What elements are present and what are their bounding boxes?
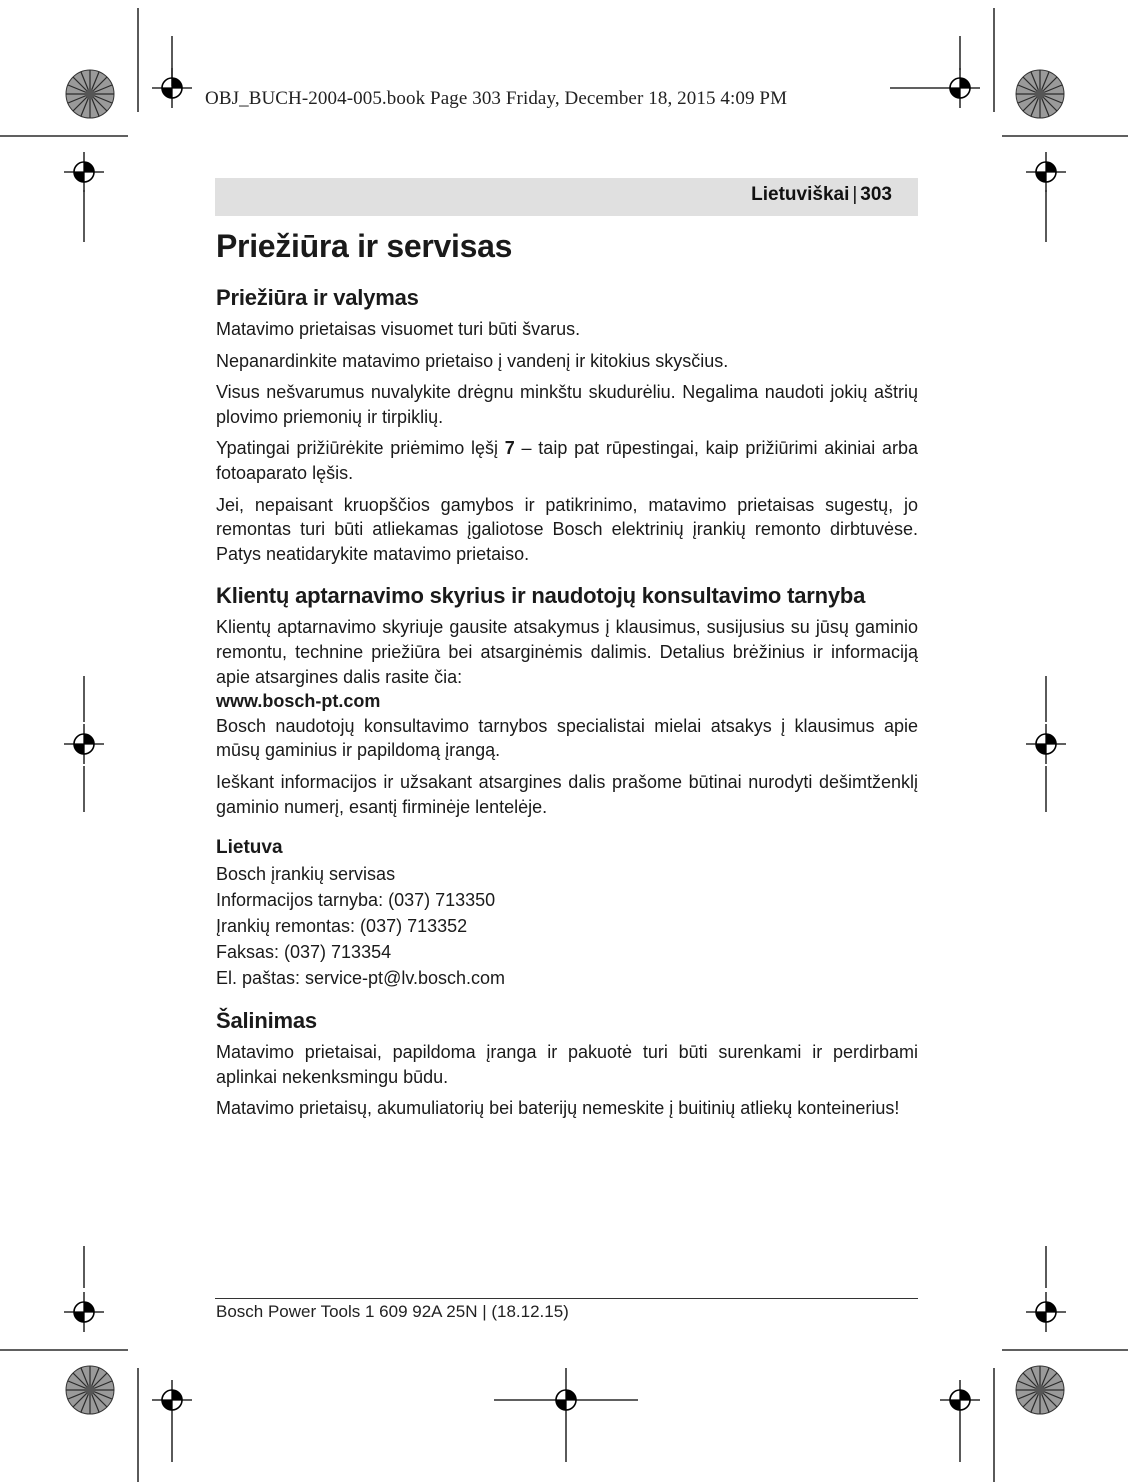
contact-phone-repair: Įrankių remontas: (037) 713352 — [216, 916, 468, 937]
paragraph: Matavimo prietaisų, akumuliatorių bei baterijų nemeskite į buitinių atliekų konteinerius! — [216, 1098, 900, 1119]
website-link[interactable]: www.bosch-pt.com — [216, 691, 381, 712]
paragraph-text: – taip pat rūpestingai, kaip prižiūrimi akiniai arba fotoaparato lęšis. — [216, 438, 918, 483]
contact-fax: Faksas: (037) 713354 — [216, 942, 392, 963]
section-heading-care: Priežiūra ir valymas — [216, 285, 419, 310]
page-content — [216, 226, 918, 1137]
section-service — [216, 582, 918, 819]
page-number: 303 — [860, 184, 892, 205]
paragraph: Nepanardinkite matavimo prietaiso į vandenį ir kitokius skysčius. — [216, 350, 729, 371]
print-slug: OBJ_BUCH-2004-005.book Page 303 Friday, December 18, 2015 4:09 PM — [205, 88, 788, 109]
paragraph: Klientų aptarnavimo skyriuje gausite atsakymus į klausimus, susijusius su jūsų gaminio remontu, technine priežiūra bei atsarginėmis dalimis. Detalius brėžinius ir informaciją apie atsargines dalis rasite čia: — [216, 617, 918, 687]
section-care — [216, 284, 918, 566]
contact-line: Bosch įrankių servisas — [216, 864, 396, 885]
paragraph-text: Ypatingai prižiūrėkite priėmimo lęšį — [216, 438, 505, 459]
contact-country: Lietuva — [216, 837, 283, 859]
paragraph: Matavimo prietaisai, papildoma įranga ir pakuotė turi būti surenkami ir perdirbami aplinkai nekenksmingu būdu. — [216, 1042, 918, 1087]
contact-phone-info: Informacijos tarnyba: (037) 713350 — [216, 890, 496, 911]
contact-block — [216, 835, 918, 991]
section-disposal — [216, 1007, 918, 1121]
page-title: Priežiūra ir servisas — [216, 228, 513, 264]
paragraph: Bosch naudotojų konsultavimo tarnybos specialistai mielai atsakys į klausimus apie mūsų gaminius ir papildomą įrangą. — [216, 715, 918, 761]
section-heading-service: Klientų aptarnavimo skyrius ir naudotojų konsultavimo tarnyba — [216, 583, 866, 609]
paragraph — [216, 436, 918, 485]
header-text — [751, 184, 892, 206]
part-reference: 7 — [504, 438, 515, 459]
contact-email: El. paštas: service-pt@lv.bosch.com — [216, 968, 506, 989]
header-separator: | — [852, 184, 858, 205]
running-header — [215, 178, 918, 216]
paragraph: Ieškant informacijos ir užsakant atsargines dalis prašome būtinai nurodyti dešimtženklį gaminio numerį, esantį firminėje lentelėje. — [216, 771, 918, 817]
footer-rule — [215, 1298, 918, 1299]
header-language: Lietuviškai — [751, 184, 850, 205]
section-heading-disposal: Šalinimas — [216, 1008, 317, 1034]
paragraph: Matavimo prietaisas visuomet turi būti švarus. — [216, 319, 581, 339]
paragraph: Jei, nepaisant kruopščios gamybos ir patikrinimo, matavimo prietaisas sugestų, jo remontas turi būti atliekamas įgaliotose Bosch elektrinių įrankių remonto dirbtuvėse. Patys neatidarykite matavimo prietaiso. — [216, 494, 918, 564]
paragraph: Visus nešvarumus nuvalykite drėgnu minkštu skudurėliu. Negalima naudoti jokių aštrių plovimo priemonių ir tirpiklių. — [216, 382, 918, 427]
footer-text: Bosch Power Tools 1 609 92A 25N | (18.12.15) — [216, 1302, 569, 1321]
